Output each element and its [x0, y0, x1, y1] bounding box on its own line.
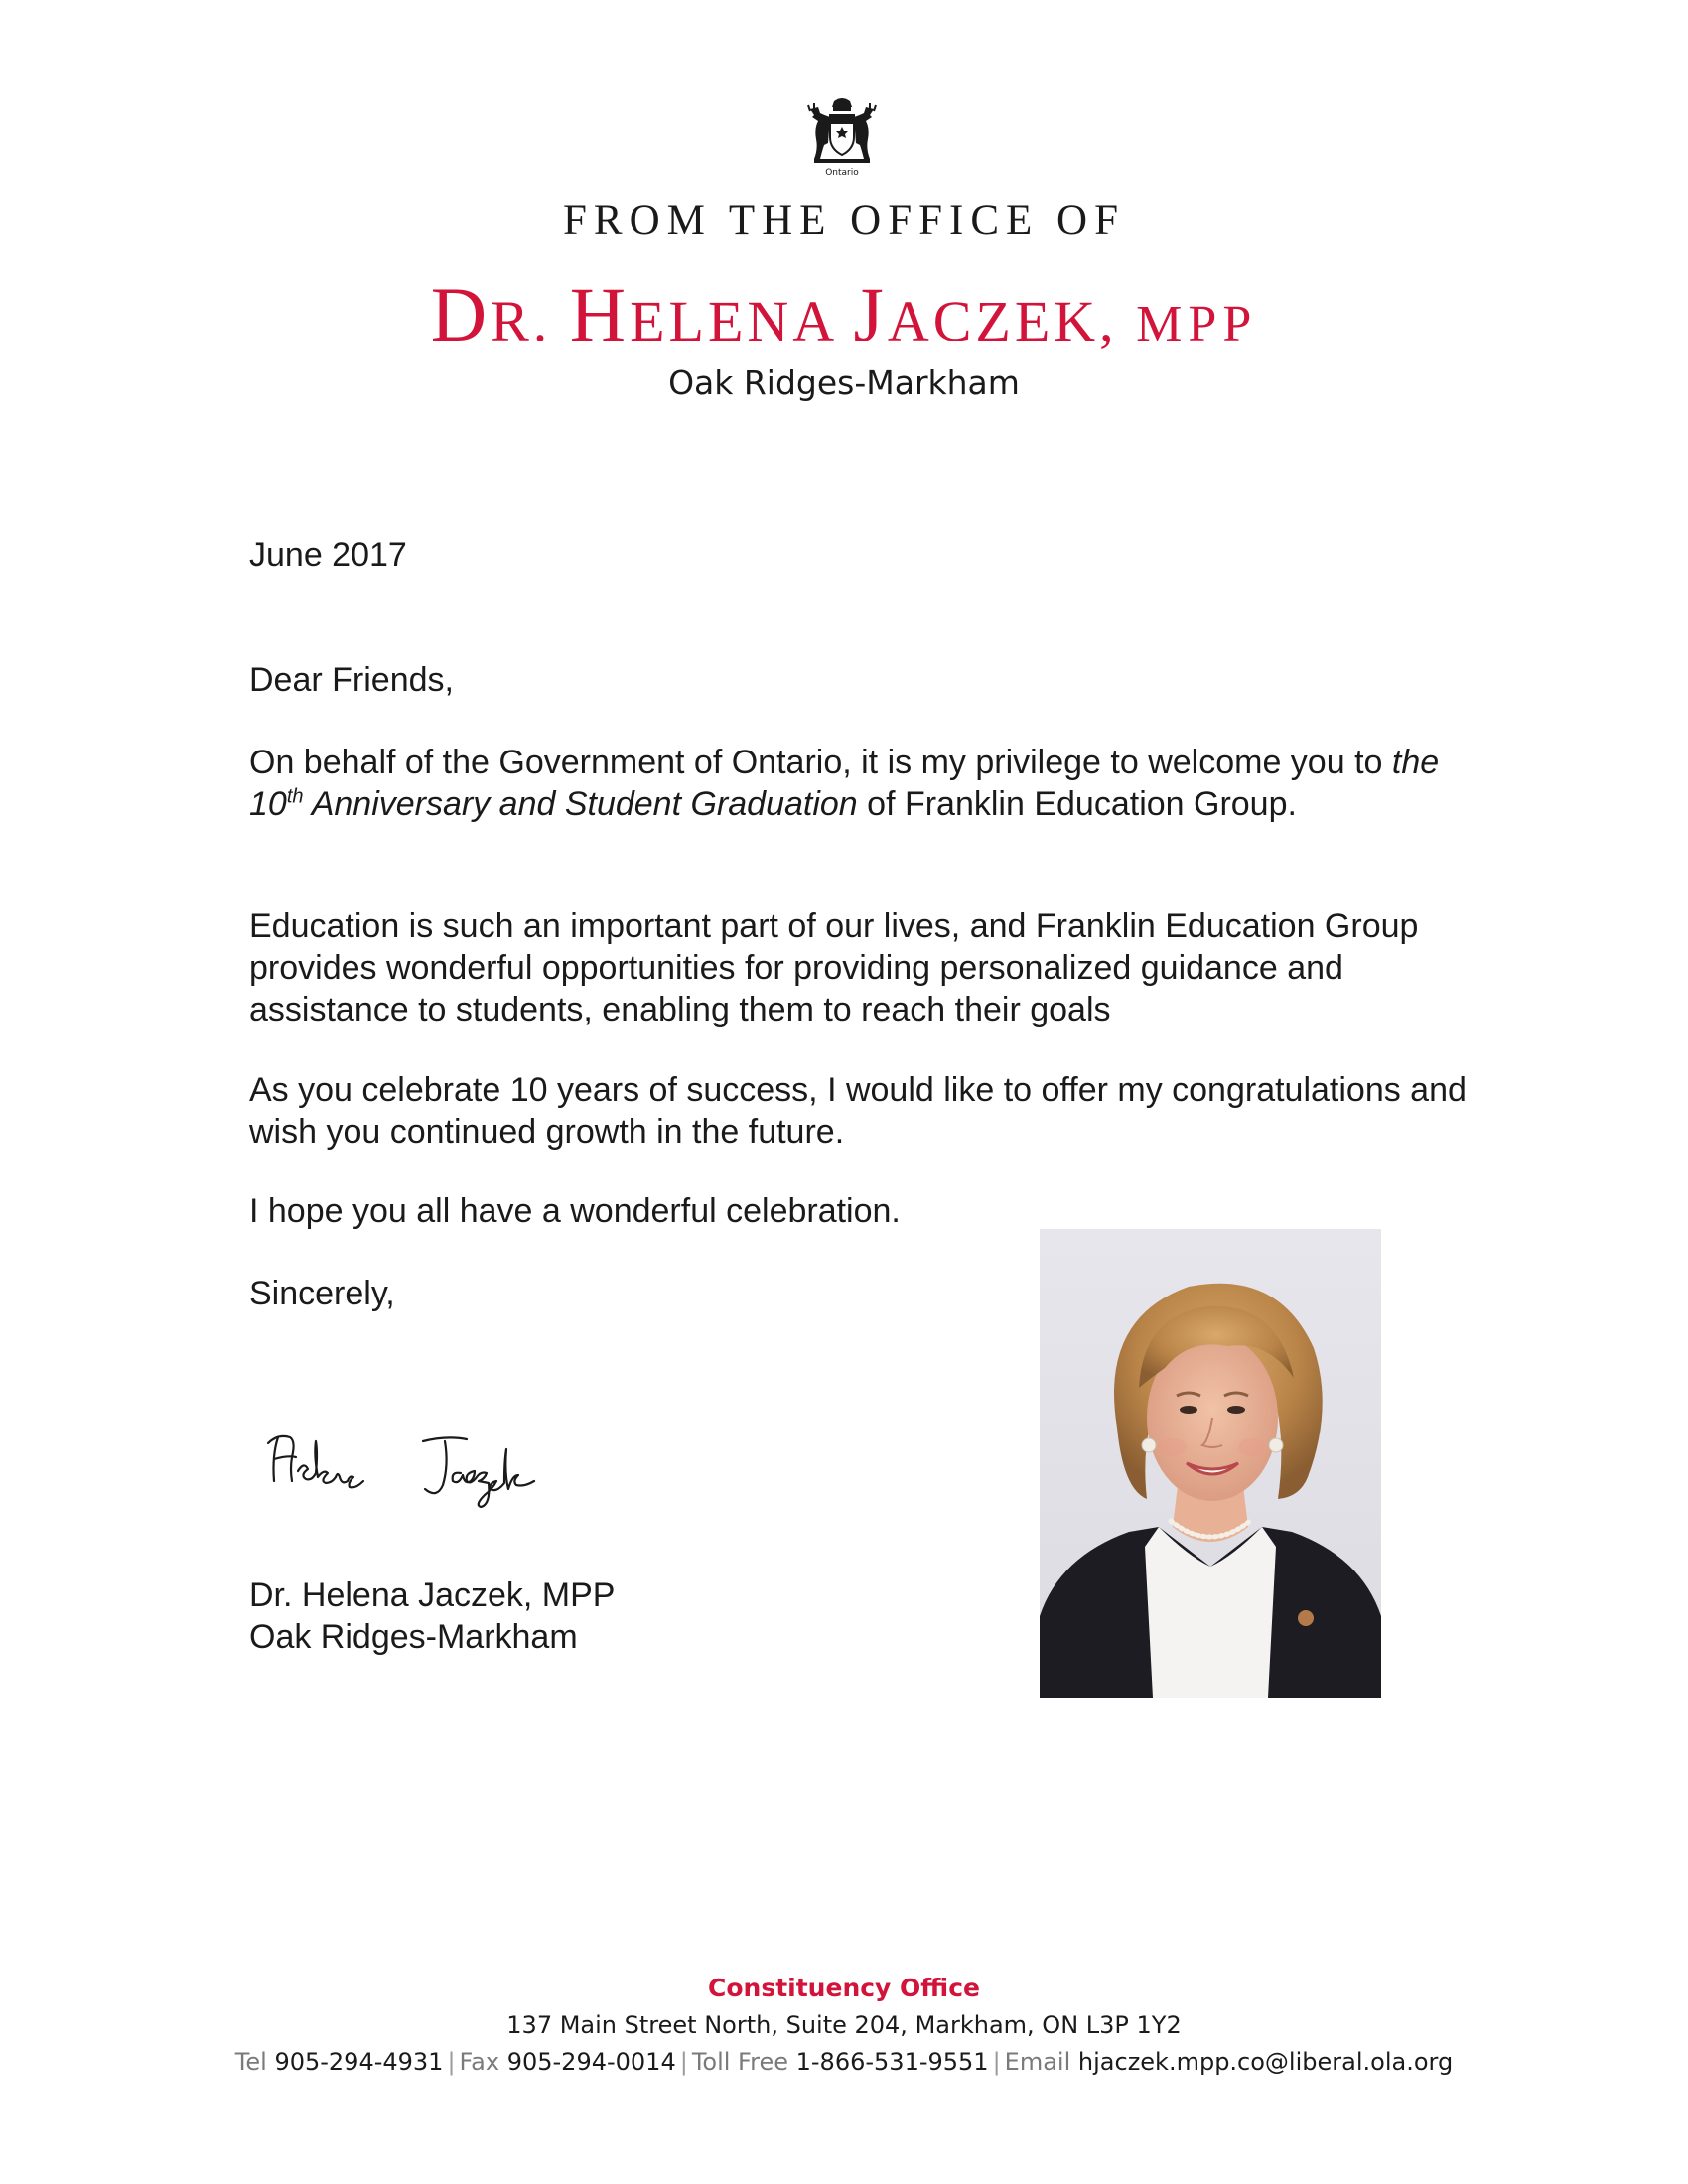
name-rest-2: ELENA: [630, 289, 854, 353]
ontario-crest-icon: [800, 95, 884, 179]
letter-paragraph-4: I hope you all have a wonderful celebration.: [249, 1192, 901, 1230]
name-suffix: MPP: [1136, 296, 1258, 352]
letter-paragraph-1: [249, 742, 1471, 825]
from-office-heading: FROM THE OFFICE OF: [562, 198, 1126, 244]
portrait-photo: [1040, 1229, 1381, 1698]
para1-italic-b: Anniversary and Student Graduation: [303, 785, 858, 823]
tollfree-label: Toll Free: [691, 2048, 788, 2076]
handwritten-signature: [264, 1420, 632, 1509]
riding-subheading: Oak Ridges-Markham: [668, 363, 1020, 402]
para1-superscript: th: [286, 785, 304, 808]
email-link[interactable]: hjaczek.mpp.co@liberal.ola.org: [1077, 2048, 1454, 2076]
tollfree-value: 1-866-531-9551: [795, 2048, 989, 2076]
tel-label: Tel: [234, 2048, 267, 2076]
letter-salutation: Dear Friends,: [249, 661, 454, 699]
para1-text-a: On behalf of the Government of Ontario, it is my privilege to welcome you to: [249, 744, 1392, 781]
tel-value: 905-294-4931: [274, 2048, 444, 2076]
name-initial-3: J: [853, 271, 888, 357]
letter-paragraph-3: As you celebrate 10 years of success, I would like to offer my congratulations and wish you continued growth in the future.: [249, 1071, 1467, 1151]
member-name-heading: [0, 270, 1688, 359]
name-initial-1: D: [430, 271, 492, 357]
name-rest-1: R.: [491, 289, 570, 353]
footer-contacts: Tel 905-294-4931 | Fax 905-294-0014 | Toll Free 1-866-531-9551 | Email hjaczek.mpp.co@liberal.ola.org: [234, 2048, 1454, 2076]
para1-text-b: of Franklin Education Group.: [857, 785, 1297, 823]
email-label: Email: [1004, 2048, 1071, 2076]
letter-paragraph-2: Education is such an important part of our lives, and Franklin Education Group provides wonderful opportunities for providing personalized guidance and assistance to students, enabling them to reach their goals: [249, 907, 1419, 1028]
crest-label: Ontario: [825, 168, 859, 178]
fax-label: Fax: [459, 2048, 500, 2076]
para1-italic-a: the 10: [249, 744, 1440, 823]
name-initial-2: H: [569, 271, 631, 357]
name-rest-3: ACZEK,: [887, 289, 1137, 353]
signatory-riding: Oak Ridges-Markham: [249, 1618, 578, 1656]
fax-value: 905-294-0014: [506, 2048, 676, 2076]
signatory-name: Dr. Helena Jaczek, MPP: [249, 1576, 616, 1614]
letter-date: June 2017: [249, 536, 407, 574]
letter-closing: Sincerely,: [249, 1275, 395, 1312]
footer-office-title: Constituency Office: [708, 1974, 980, 2002]
footer-address: 137 Main Street North, Suite 204, Markham, ON L3P 1Y2: [506, 2011, 1182, 2039]
